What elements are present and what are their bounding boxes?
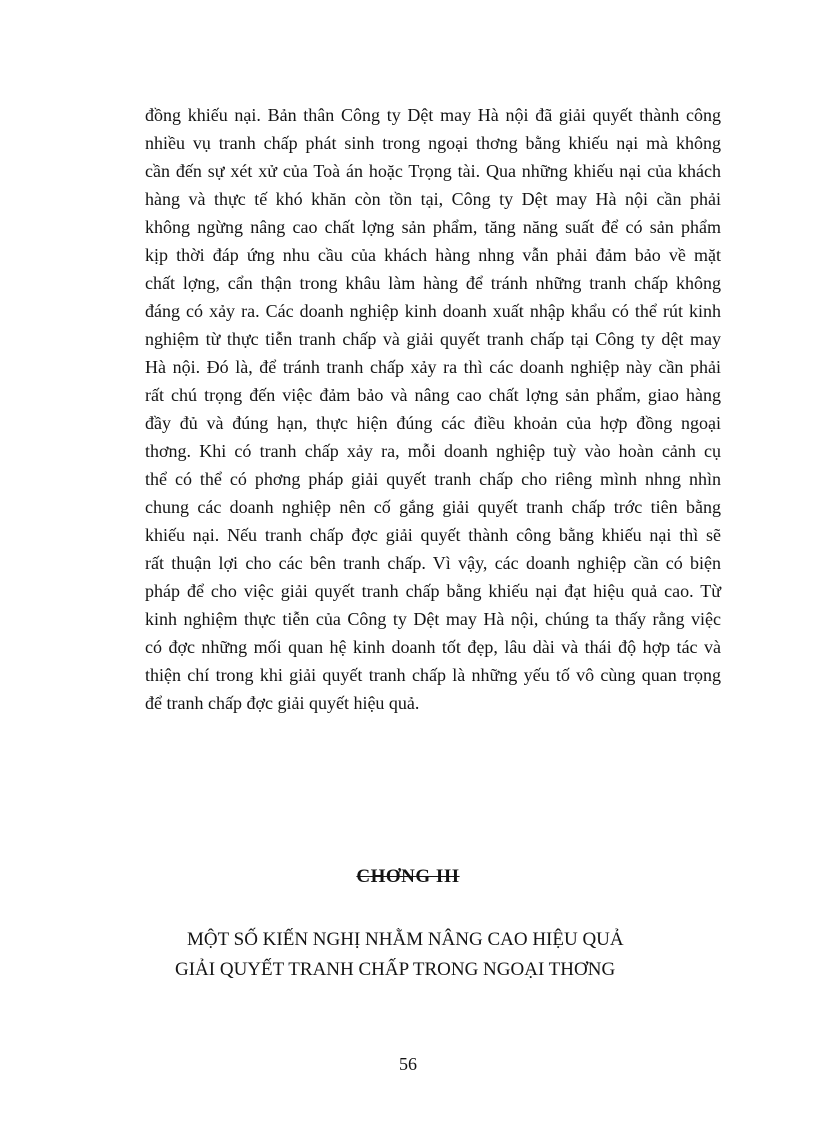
paragraph-line: thơng. Khi có tranh chấp xảy ra, mỗi doanh nghiệp tuỳ vào hoàn cảnh cụ bbox=[145, 441, 721, 461]
paragraph-line: kịp thời đáp ứng nhu cầu của khách hàng nhng vẫn phải đảm bảo về mặt bbox=[145, 245, 721, 265]
paragraph-line: không ngừng nâng cao chất lợng sản phẩm, tăng năng suất để có sản phẩm bbox=[145, 217, 721, 237]
paragraph-line: khiếu nại. Nếu tranh chấp đợc giải quyết thành công bằng khiếu nại thì sẽ bbox=[145, 525, 721, 545]
paragraph-line: nghiệm từ thực tiễn tranh chấp và giải quyết tranh chấp tại Công ty dệt may bbox=[145, 329, 721, 349]
chapter-heading: CHƠNG III bbox=[356, 866, 460, 887]
paragraph-line: rất chú trọng đến việc đảm bảo và nâng cao chất lợng sản phẩm, giao hàng bbox=[145, 385, 721, 405]
paragraph-line: kinh nghiệm thực tiễn của Công ty Dệt may Hà nội, chúng ta thấy rằng việc bbox=[145, 609, 721, 629]
paragraph-line: Hà nội. Đó là, để tránh tranh chấp xảy ra thì các doanh nghiệp này cần phải bbox=[145, 357, 721, 377]
paragraph-line: chất lợng, cẩn thận trong khâu làm hàng để tránh những tranh chấp không bbox=[145, 273, 721, 293]
chapter-title-line-1: MỘT SỐ KIẾN NGHỊ NHẰM NÂNG CAO HIỆU QUẢ bbox=[187, 929, 624, 950]
paragraph-line-last: để tranh chấp đợc giải quyết hiệu quả. bbox=[145, 693, 420, 713]
paragraph-line: cần đến sự xét xử của Toà án hoặc Trọng tài. Qua những khiếu nại của khách bbox=[145, 161, 721, 181]
chapter-title bbox=[175, 925, 675, 985]
paragraph-line: pháp để cho việc giải quyết tranh chấp bằng khiếu nại đạt hiệu quả cao. Từ bbox=[145, 581, 721, 601]
paragraph-line: chung các doanh nghiệp nên cố gắng giải quyết tranh chấp trớc tiên bằng bbox=[145, 497, 721, 517]
page-number: 56 bbox=[399, 1054, 417, 1074]
paragraph-line: hàng và thực tế khó khăn còn tồn tại, Công ty Dệt may Hà nội cần phải bbox=[145, 189, 721, 209]
paragraph-line: đồng khiếu nại. Bản thân Công ty Dệt may Hà nội đã giải quyết thành công bbox=[145, 105, 721, 125]
body-paragraph bbox=[145, 101, 721, 717]
chapter-title-line-2: GIẢI QUYẾT TRANH CHẤP TRONG NGOẠI THƠNG bbox=[175, 959, 616, 980]
paragraph-line: có đợc những mối quan hệ kinh doanh tốt đẹp, lâu dài và thái độ hợp tác và bbox=[145, 637, 721, 657]
paragraph-line: thể có thể có phơng pháp giải quyết tranh chấp cho riêng mình nhng nhìn bbox=[145, 469, 721, 489]
paragraph-line: đáng có xảy ra. Các doanh nghiệp kinh doanh xuất nhập khẩu có thể rút kinh bbox=[145, 301, 721, 321]
paragraph-line: thiện chí trong khi giải quyết tranh chấp là những yếu tố vô cùng quan trọng bbox=[145, 665, 721, 685]
paragraph-line: rất thuận lợi cho các bên tranh chấp. Vì vậy, các doanh nghiệp cần có biện bbox=[145, 553, 721, 573]
paragraph-line: đầy đủ và đúng hạn, thực hiện đúng các điều khoản của hợp đồng ngoại bbox=[145, 413, 721, 433]
paragraph-line: nhiều vụ tranh chấp phát sinh trong ngoại thơng bằng khiếu nại mà không bbox=[145, 133, 721, 153]
